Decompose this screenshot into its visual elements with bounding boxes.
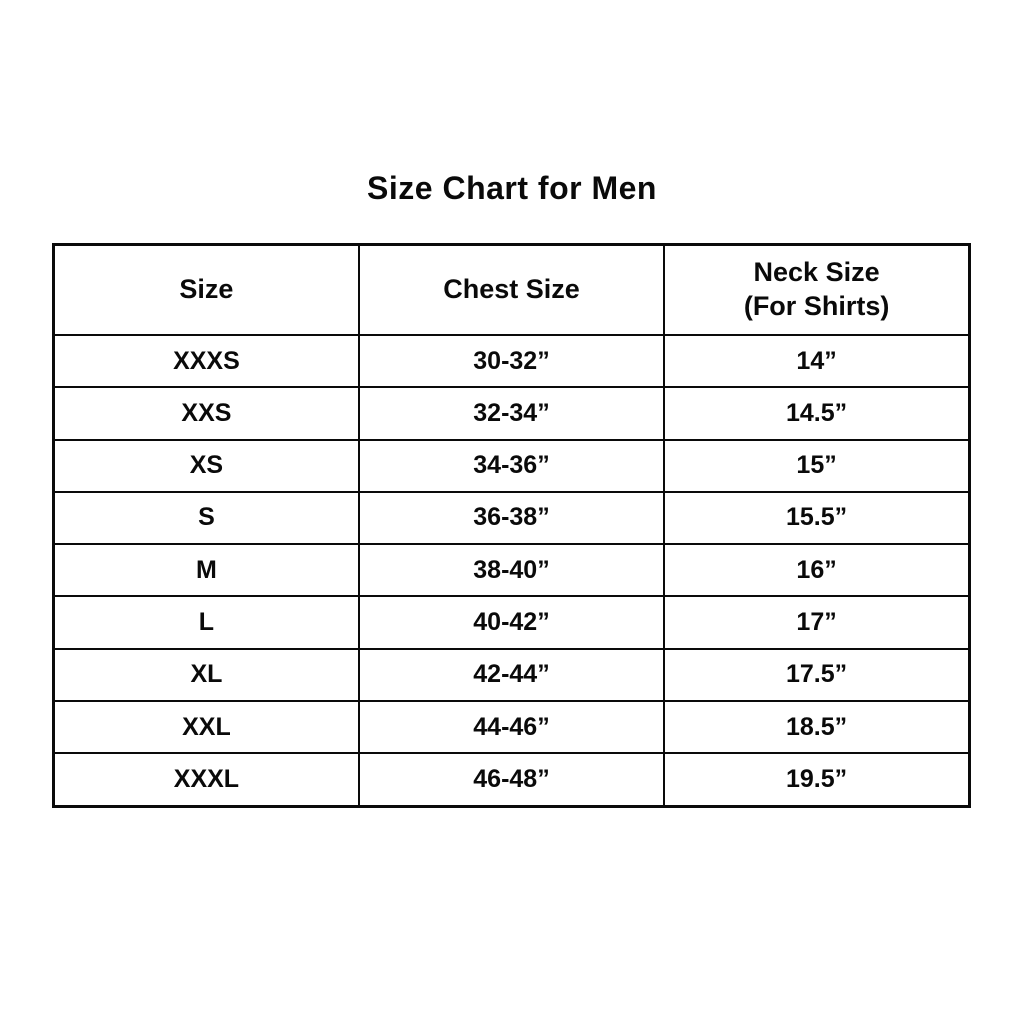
table-row — [54, 440, 970, 492]
neck-cell: 16” — [664, 544, 969, 596]
size-cell: XXS — [54, 387, 359, 439]
column-header-neck — [664, 245, 969, 336]
table-row — [54, 492, 970, 544]
neck-cell: 14.5” — [664, 387, 969, 439]
table-row — [54, 649, 970, 701]
table-row — [54, 753, 970, 806]
size-cell: XS — [54, 440, 359, 492]
size-cell: XXL — [54, 701, 359, 753]
neck-cell: 18.5” — [664, 701, 969, 753]
size-cell: XL — [54, 649, 359, 701]
table-row — [54, 596, 970, 648]
table-row — [54, 701, 970, 753]
chest-cell: 32-34” — [359, 387, 664, 439]
chest-cell: 38-40” — [359, 544, 664, 596]
column-header-neck-line1: Neck Size — [753, 257, 880, 288]
neck-cell: 15.5” — [664, 492, 969, 544]
header-row — [54, 245, 970, 336]
chest-cell: 30-32” — [359, 335, 664, 387]
column-header-size: Size — [54, 245, 359, 336]
chest-cell: 46-48” — [359, 753, 664, 806]
size-cell: S — [54, 492, 359, 544]
size-chart-table — [52, 243, 971, 808]
table-header — [54, 245, 970, 336]
neck-cell: 15” — [664, 440, 969, 492]
table-row — [54, 387, 970, 439]
neck-cell: 14” — [664, 335, 969, 387]
chest-cell: 44-46” — [359, 701, 664, 753]
page-title: Size Chart for Men — [367, 170, 657, 206]
neck-cell: 17” — [664, 596, 969, 648]
chest-cell: 42-44” — [359, 649, 664, 701]
size-cell: XXXS — [54, 335, 359, 387]
table-body — [54, 335, 970, 807]
column-header-chest: Chest Size — [359, 245, 664, 336]
size-cell: L — [54, 596, 359, 648]
chest-cell: 34-36” — [359, 440, 664, 492]
size-cell: XXXL — [54, 753, 359, 806]
size-cell: M — [54, 544, 359, 596]
chest-cell: 40-42” — [359, 596, 664, 648]
table-row — [54, 335, 970, 387]
neck-cell: 17.5” — [664, 649, 969, 701]
column-header-neck-line2: (For Shirts) — [743, 291, 890, 321]
chest-cell: 36-38” — [359, 492, 664, 544]
table-row — [54, 544, 970, 596]
neck-cell: 19.5” — [664, 753, 969, 806]
